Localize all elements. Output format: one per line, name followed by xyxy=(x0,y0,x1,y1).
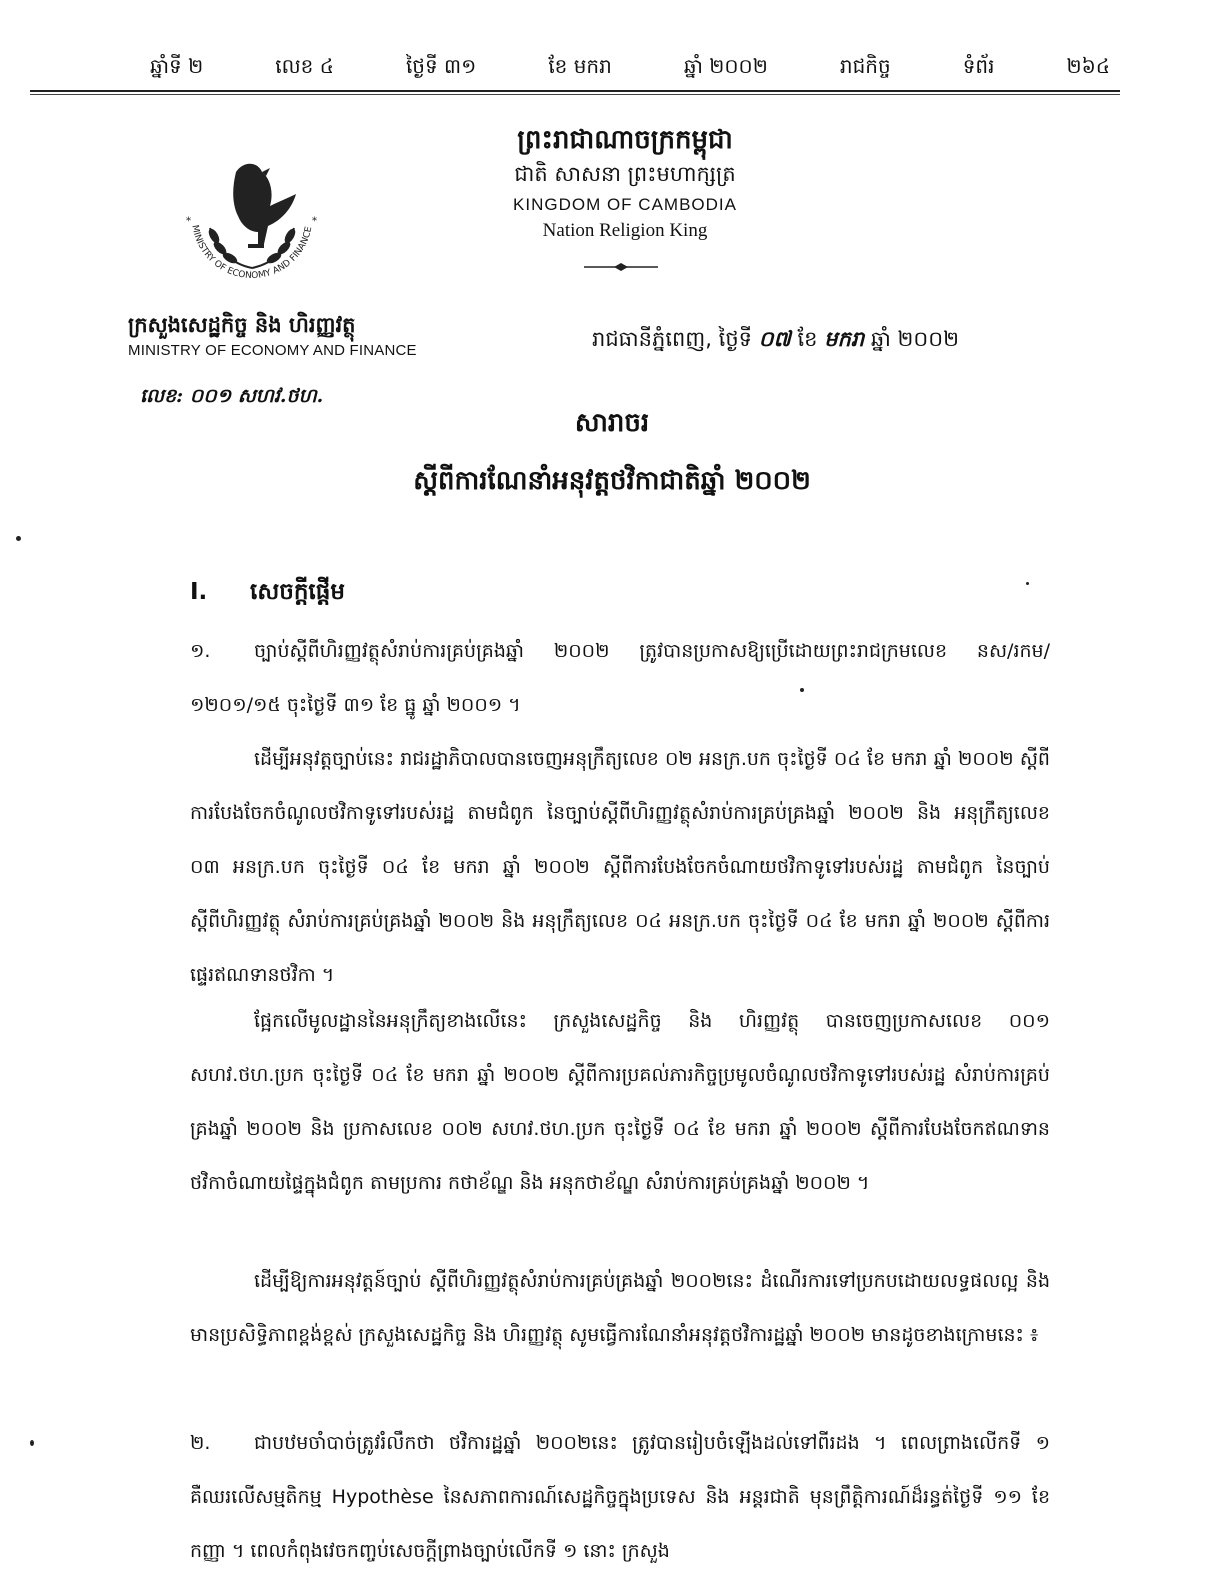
svg-text:*: * xyxy=(312,216,317,227)
header-year-value: ឆ្នាំ ២០០២ xyxy=(683,54,768,78)
header-divider-thin xyxy=(30,94,1120,95)
header-publication: រាជកិច្ច xyxy=(839,54,891,78)
gazette-header xyxy=(150,48,1110,88)
header-divider xyxy=(30,90,1120,92)
header-page-number: ២៦៤ xyxy=(1066,54,1110,78)
seal-text: MINISTRY OF ECONOMY AND FINANCE xyxy=(189,224,315,282)
kingdom-motto-kh: ជាតិ សាសនា ព្រះមហាក្សត្រ xyxy=(514,162,736,186)
header-page-label: ទំព័រ xyxy=(962,54,995,78)
section-title: សេចក្តីផ្តើម xyxy=(250,579,345,605)
paragraph-1 xyxy=(190,624,1050,732)
kingdom-name-en: KINGDOM OF CAMBODIA xyxy=(513,195,737,214)
scan-speck xyxy=(1026,582,1029,585)
kingdom-motto-en: Nation Religion King xyxy=(542,220,708,241)
ministry-seal-icon xyxy=(166,132,338,304)
paragraph-5 xyxy=(190,1416,1050,1578)
header-issue-label: លេខ ៤ xyxy=(275,54,334,78)
document-title: ស្តីពីការណែនាំអនុវត្តថវិកាជាតិឆ្នាំ ២០០២ xyxy=(413,466,811,496)
scan-speck xyxy=(800,688,804,692)
ornament-divider-icon xyxy=(584,262,658,272)
ministry-name-kh: ក្រសួងសេដ្ឋកិច្ច និង ហិរញ្ញវត្ថុ xyxy=(128,313,356,337)
paragraph-1-text: ច្បាប់ស្តីពីហិរញ្ញវត្ថុសំរាប់ការគ្រប់គ្រងឆ្នាំ ២០០២ ត្រូវបានប្រកាសឱ្យប្រើដោយព្រះរាជក្រមលេខ នស/រកម/១២០១/១៥ ចុះថ្ងៃទី ៣១ ខែ ធ្នូ ឆ្នាំ ២០០១ ។ xyxy=(190,640,1050,716)
date-year: ឆ្នាំ ២០០២ xyxy=(870,327,960,351)
section-number: I. xyxy=(190,579,208,605)
paragraph-3: ផ្អែកលើមូលដ្ឋាននៃអនុក្រឹត្យខាងលើនេះ ក្រសួងសេដ្ឋកិច្ច និង ហិរញ្ញវត្ថុ បានចេញប្រកាសលេខ ០០១ សហវ.ថហ.ប្រក ចុះថ្ងៃទី ០៤ ខែ មករា ឆ្នាំ ២០០២ ស្តីពីការប្រគល់ភារកិច្ចប្រមូលចំណូលថវិកាទូទៅរបស់រដ្ឋ សំរាប់ការគ្រប់គ្រងឆ្នាំ ២០០២ និង ប្រកាសលេខ ០០២ សហវ.ថហ.ប្រក ចុះថ្ងៃទី ០៤ ខែ មករា ឆ្នាំ ២០០២ ស្តីពីការបែងចែកឥណទានថវិកាចំណាយផ្ទៃក្នុងជំពូក តាមប្រការ កថាខ័ណ្ឌ និង អនុកថាខ័ណ្ឌ សំរាប់ការគ្រប់គ្រងឆ្នាំ ២០០២ ។ xyxy=(190,1010,1050,1194)
kingdom-name-kh: ព្រះរាជាណាចក្រកម្ពុជា xyxy=(517,125,733,155)
document-type: សារាចរ xyxy=(574,408,650,438)
date-month: មករា xyxy=(824,327,865,351)
header-day-label: ថ្ងៃទី ៣១ xyxy=(405,54,477,78)
svg-text:*: * xyxy=(186,216,191,227)
svg-text:MINISTRY OF ECONOMY AND FINANC xyxy=(189,224,314,281)
paragraph-5-number: ២. xyxy=(190,1432,211,1454)
section-heading xyxy=(190,578,345,611)
date-day: ០៧ xyxy=(758,327,791,351)
scan-speck xyxy=(30,1440,34,1446)
reference-number: លេខ: ០០១ សហវ.ថហ. xyxy=(140,385,324,407)
paragraph-4: ដើម្បីឱ្យការអនុវត្តន៍ច្បាប់ ស្តីពីហិរញ្ញវត្ថុសំរាប់ការគ្រប់គ្រងឆ្នាំ ២០០២នេះ ដំណើរការទៅប្រកបដោយលទ្ធផលល្អ និង មានប្រសិទ្ធិភាពខ្ពង់ខ្ពស់ ក្រសួងសេដ្ឋកិច្ច និង ហិរញ្ញវត្ថុ សូមធ្វើការណែនាំអនុវត្តថវិការដ្ឋឆ្នាំ ២០០២ មានដូចខាងក្រោមនេះ ៖ xyxy=(190,1270,1050,1346)
ministry-name-en: MINISTRY OF ECONOMY AND FINANCE xyxy=(128,342,417,359)
scan-speck xyxy=(16,536,21,541)
header-month-label: ខែ មករា xyxy=(548,54,612,78)
kingdom-heading xyxy=(470,122,780,244)
paragraph-1-number: ១. xyxy=(190,640,211,662)
header-year-label: ឆ្នាំទី ២ xyxy=(150,54,204,78)
date-line xyxy=(592,326,959,357)
date-month-label: ខែ xyxy=(797,327,818,351)
paragraph-5-text: ជាបឋមចាំបាច់ត្រូវរំលឹកថា ថវិការដ្ឋឆ្នាំ ២០០២នេះ ត្រូវបានរៀបចំឡើងដល់ទៅពីរដង ។ ពេលព្រាងលើកទី ១ គឺឈរលើសម្មតិកម្ម Hypothèse នៃសភាពការណ៍សេដ្ឋកិច្ចក្នុងប្រទេស និង អន្តរជាតិ មុនព្រឹត្តិការណ៍ដ៏រន្ធត់ថ្ងៃទី ១១ ខែ កញ្ញា ។ ពេលកំពុងវេចកញ្ចប់សេចក្តីព្រាងច្បាប់លើកទី ១ នោះ ក្រសួង xyxy=(190,1432,1050,1562)
paragraph-2: ដើម្បីអនុវត្តច្បាប់នេះ រាជរដ្ឋាភិបាលបានចេញអនុក្រឹត្យលេខ ០២ អនក្រ.បក ចុះថ្ងៃទី ០៤ ខែ មករា ឆ្នាំ ២០០២ ស្តីពីការបែងចែកចំណូលថវិកាទូទៅរបស់រដ្ឋ តាមជំពូក នៃច្បាប់ស្តីពីហិរញ្ញវត្ថុសំរាប់ការគ្រប់គ្រងឆ្នាំ ២០០២ និង អនុក្រឹត្យលេខ ០៣ អនក្រ.បក ចុះថ្ងៃទី ០៤ ខែ មករា ឆ្នាំ ២០០២ ស្តីពីការបែងចែកចំណាយថវិកាទូទៅរបស់រដ្ឋ តាមជំពូក នៃច្បាប់ស្តីពីហិរញ្ញវត្ថុ សំរាប់ការគ្រប់គ្រងឆ្នាំ ២០០២ និង អនុក្រឹត្យលេខ ០៤ អនក្រ.បក ចុះថ្ងៃទី ០៤ ខែ មករា ឆ្នាំ ២០០២ ស្តីពីការផ្ទេរឥណទានថវិកា ។ xyxy=(190,748,1050,986)
date-place: រាជធានីភ្នំពេញ, ថ្ងៃទី xyxy=(592,327,752,351)
